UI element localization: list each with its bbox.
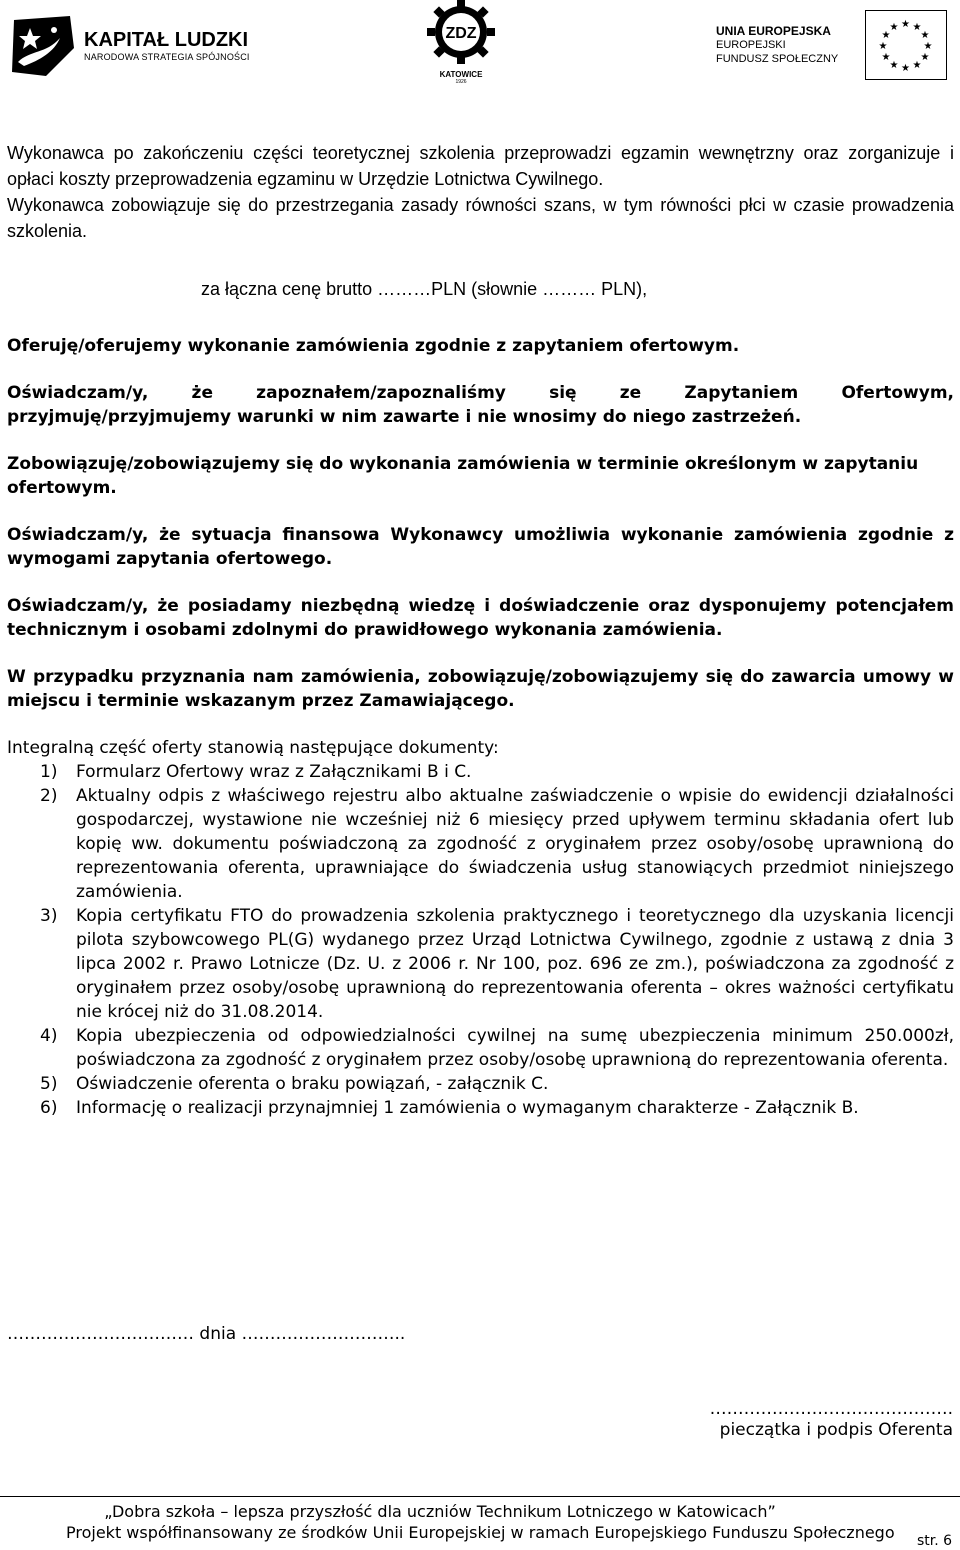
- page-header: [0, 0, 960, 95]
- svg-text:★: ★: [889, 22, 899, 33]
- list-item-number: 1): [40, 762, 58, 782]
- svg-text:★: ★: [923, 41, 933, 52]
- intro-paragraph-exam: Wykonawca po zakończeniu części teoretycznej szkolenia przeprowadzi egzamin wewnętrzny oraz zorganizuje i opłaci koszty przeprowadzenia egzaminu w Urzędzie Lotnictwa Cywilnego.: [7, 143, 954, 189]
- zdz-year: 1926: [455, 79, 467, 85]
- svg-text:★: ★: [920, 52, 930, 63]
- svg-text:★: ★: [912, 22, 922, 33]
- statement-financial: Oświadczam/y, że sytuacja finansowa Wykonawcy umożliwia wykonanie zamówienia zgodnie z wymogami zapytania ofertowego.: [7, 525, 954, 569]
- list-item: [7, 1072, 954, 1096]
- list-item: [7, 1024, 954, 1072]
- list-item-number: 3): [40, 906, 58, 926]
- svg-text:★: ★: [889, 60, 899, 71]
- statement-contract: W przypadku przyznania nam zamówienia, zobowiązuję/zobowiązujemy się do zawarcia umowy w miejscu i terminie wskazanym przez Zamawiającego.: [7, 667, 954, 711]
- list-item-number: 2): [40, 786, 58, 806]
- svg-text:★: ★: [878, 41, 888, 52]
- list-item: [7, 760, 954, 784]
- price-line: za łączna cenę brutto ………PLN (słownie ……… PLN),: [201, 279, 648, 299]
- list-item-text: Kopia certyfikatu FTO do prowadzenia szkolenia praktycznego i teoretycznego dla uzyskania licencji pilota szybowcowego PL(G) wydanego przez Urząd Lotnictwa Cywilnego, zgodnie z ustawą z dnia 3 lipca 2002 r. Prawo Lotnicze (Dz. U. z 2006 r. Nr 100, poz. 696 ze zm.), poświadczona za zgodność z oryginałem przez osoby/osobę uprawnioną do reprezentowania oferenta – okres ważności certyfikatu nie krócej niż do 31.08.2014.: [76, 906, 954, 1022]
- eu-fund-label: [716, 24, 838, 66]
- signature-label: pieczątka i podpis Oferenta: [719, 1420, 953, 1440]
- svg-text:★: ★: [912, 60, 922, 71]
- footer-slogan: „Dobra szkoła – lepsza przyszłość dla uczniów Technikum Lotniczego w Katowicach”: [104, 1502, 776, 1521]
- statement-offer: Oferuję/oferujemy wykonanie zamówienia zgodnie z zapytaniem ofertowym.: [7, 336, 740, 356]
- svg-text:★: ★: [920, 30, 930, 41]
- footer-cofinancing: Projekt współfinansowany ze środków Unii Europejskiej w ramach Europejskiego Funduszu Społecznego: [66, 1523, 895, 1542]
- kapital-ludzki-subtitle: NARODOWA STRATEGIA SPÓJNOŚCI: [84, 52, 250, 62]
- zdz-logo: [420, 0, 502, 85]
- eu-line3: FUNDUSZ SPOŁECZNY: [716, 53, 839, 65]
- date-line: …………………………… dnia ………………………..: [7, 1324, 406, 1344]
- signature-dots: …………………………………….: [709, 1399, 953, 1419]
- svg-text:★: ★: [901, 19, 910, 30]
- zdz-letters: ZDZ: [445, 25, 477, 42]
- kapital-ludzki-title: KAPITAŁ LUDZKI: [84, 29, 249, 51]
- list-item: [7, 784, 954, 904]
- document-body: [7, 140, 954, 1120]
- svg-text:★: ★: [881, 52, 891, 63]
- list-item-text: Kopia ubezpieczenia od odpowiedzialności cywilnej na sumę ubezpieczenia minimum 250.000zł, poświadczona za zgodność z oryginałem przez osoby/osobę uprawnioną do reprezentowania oferenta.: [76, 1026, 954, 1070]
- list-item: [7, 904, 954, 1024]
- list-item-text: Oświadczenie oferenta o braku powiązań, - załącznik C.: [76, 1074, 549, 1094]
- eu-line1: UNIA EUROPEJSKA: [716, 24, 831, 38]
- documents-list: [7, 760, 954, 1120]
- statement-deadline: Zobowiązuję/zobowiązujemy się do wykonania zamówienia w terminie określonym w zapytaniu ofertowym.: [7, 454, 919, 498]
- list-item-text: Informację o realizacji przynajmniej 1 zamówienia o wymaganym charakterze - Załącznik B.: [76, 1098, 859, 1118]
- list-item-number: 6): [40, 1098, 58, 1118]
- list-item-number: 5): [40, 1074, 58, 1094]
- intro-paragraph-equality: Wykonawca zobowiązuje się do przestrzegania zasady równości szans, w tym równości płci w czasie prowadzenia szkolenia.: [7, 195, 954, 241]
- kapital-ludzki-logo: [10, 14, 250, 78]
- kapital-ludzki-emblem-icon: [10, 14, 78, 78]
- list-item: [7, 1096, 954, 1120]
- zdz-city: KATOWICE: [439, 70, 483, 79]
- list-item-number: 4): [40, 1026, 58, 1046]
- svg-text:★: ★: [901, 63, 910, 74]
- zdz-gear-emblem-icon: [420, 0, 502, 66]
- documents-intro: Integralną część oferty stanowią następujące dokumenty:: [7, 738, 499, 758]
- statement-acquainted: Oświadczam/y, że zapoznałem/zapoznaliśmy się ze Zapytaniem Ofertowym, przyjmuję/przyjmujemy warunki w nim zawarte i nie wnosimy do niego zastrzeżeń.: [7, 383, 954, 427]
- svg-text:★: ★: [881, 30, 891, 41]
- statement-knowledge: Oświadczam/y, że posiadamy niezbędną wiedzę i doświadczenie oraz dysponujemy potencjałem technicznym i osobami zdolnymi do prawidłowego wykonania zamówienia.: [7, 596, 954, 640]
- eu-flag-icon: [865, 10, 947, 80]
- footer-divider: [0, 1496, 960, 1497]
- page-number: str. 6: [916, 1533, 952, 1549]
- list-item-text: Aktualny odpis z właściwego rejestru albo aktualne zaświadczenie o wpisie do ewidencji działalności gospodarczej, wystawione nie wcześniej niż 6 miesięcy przed upływem terminu składania ofert lub kopię ww. dokumentu poświadczoną za zgodność z oryginałem przez osoby/osobę uprawnioną do reprezentowania oferenta, uprawniające do świadczenia usług stanowiących przedmiot niniejszego zamówienia.: [76, 786, 954, 902]
- list-item-text: Formularz Ofertowy wraz z Załącznikami B i C.: [76, 762, 472, 782]
- eu-line2: EUROPEJSKI: [716, 39, 786, 51]
